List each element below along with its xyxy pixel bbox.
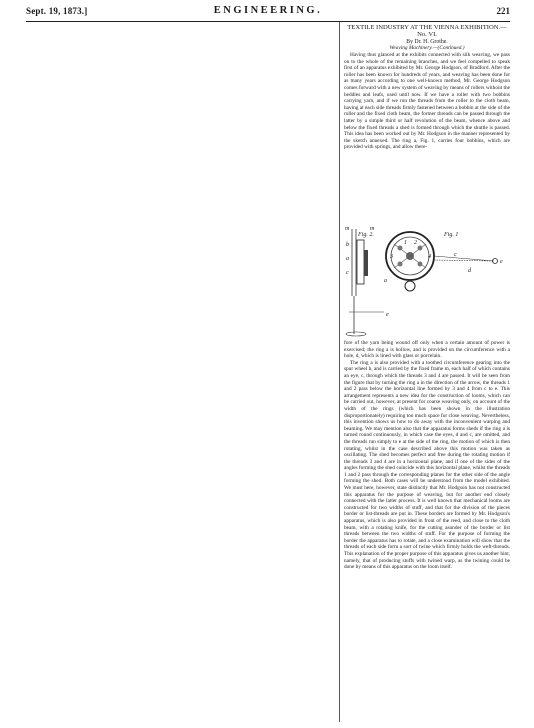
letter-b: b: [346, 242, 349, 248]
letter-c: c: [454, 252, 457, 258]
letter-c-side: c: [346, 270, 349, 276]
fig2-ring-side: [357, 240, 364, 284]
fig1-label: Fig. 1: [444, 232, 459, 238]
letter-d: d: [468, 268, 471, 274]
figure-drawing: [344, 226, 510, 338]
column-rule: [339, 22, 340, 722]
header-date: Sept. 19, 1873.]: [26, 6, 88, 16]
bobbin-2: [418, 246, 423, 251]
article-paragraph: Having thus glanced at the exhibits connected with silk weaving, we pass on to the whole of the remaining branches, and we feel compelled to speak first of an apparatus exhibited by Mr. George Hodgson, of Bradford. After the roller has been known for hundreds of years, and weaving has been done for as many years according to one well-known method, Mr. George Hodgson comes forward with a new system of weaving by means of rollers without the heddles and leafs, used until now. If we have a roller with two bobbins carrying yarn, and if we run the threads from the roller to the cloth beam, having at each side threads firmly fastened between a bobbin at the side of the roller and the fixed cloth beam, the former threads can be passed through the latter by a simple third or half revolution of the beam, whence above and below the fixed threads a shed is formed through which the shuttle is passed. This idea has been worked out by Mr. Hodgson in the manner represented by the sketch annexed. The ring a, Fig. 1, carries four bobbins, which are provided with springs, and allow there-: [344, 52, 510, 151]
article-section-heading: Weaving Machinery.—(Continued.): [389, 45, 465, 52]
letter-a: a: [384, 278, 387, 284]
article-paragraph: The ring a is also provided with a toothed circumference gearing into the spur wheel b, and is carried by the fixed frame m, each half of which contains an eye, c, through which the threads 3 and 4 are passed. It will be seen from the figure that by turning the ring a in the direction of the arrow, the threads 1 and 2 pass below the horizontal line formed by 3 and 4 from c to e. This arrangement represents a new idea for the construction of looms, which can be carried out, however, at present for coarse weaving only, on account of the width of the rings (which has been shown in the illustration disproportionately) requiring too much space for close weaving. Nevertheless, this invention shows us how to do away with the inconvenient warping and beaming. We may mention also that the apparatus forms sheds if the ring a is turned round continuously, in which case the eyes, d and c, are omitted, and the threads run simply to e at the side of the ring, the motion of which is then rotating, whilst in the case described above this motion was taken as oscillating. The shed becomes perfect and free during the rotating motion if the threads 3 and 4 are in a horizontal plane, and if one of the sides of the angles forming the shed coincide with this horizontal plane, whilst the threads 1 and 2 pass through the corresponding planes for the other side of the angle forming the shed. Both cases will be understood from the model exhibited. We must here, however, state distinctly that Mr. Hodgson has not constructed this apparatus for the purpose of weaving, but for another end closely connected with the latter process. It is well known that mechanical looms are constructed for two widths of stuff, and that for the division of the pieces border or list-threads are put in. These borders are formed by Mr. Hodgson's apparatus, which is also provided in front of the reed, and close to the cloth beam, with a rotating knife, for the cutting asunder of the border or list threads between the two widths of stuff. For the purpose of forming the border the apparatus has to rotate, and a close examination will show that the threads of each side form a sort of twine which firmly holds the weft-threads. This explanation of the proper purpose of this apparatus gives us another hint, namely, that of producing stuffs with twined warp, as the twining could be done by means of this apparatus on the loom itself.: [344, 359, 510, 571]
weaving-apparatus-figure: [344, 226, 510, 338]
letter-a-side: a: [346, 256, 349, 262]
number-3: 3: [390, 254, 393, 260]
letter-e: e: [500, 259, 503, 265]
article-author: By Dr. H. Grothe.: [406, 38, 448, 45]
number-2: 2: [414, 240, 417, 246]
number-1: 1: [404, 240, 407, 246]
number-4: 4: [428, 254, 431, 260]
header-journal-title: ENGINEERING.: [213, 5, 323, 16]
bobbin-3: [398, 262, 403, 267]
article-paragraph: fore of the yarn being wound off only when a certain amount of power is exercised; the ring a is hollow, and is provided on the circumference with a hole, d, which is lined with glass or porcelain.: [344, 340, 510, 360]
bobbin-4: [418, 262, 423, 267]
article-column-bottom: [344, 340, 510, 571]
header-rule: [26, 21, 510, 22]
page-header: [26, 6, 510, 20]
bobbin-1: [398, 246, 403, 251]
fig2-label: Fig. 2.: [358, 232, 374, 238]
header-page-number: 221: [496, 6, 510, 16]
article-column-top: [344, 24, 510, 151]
fig1-spur-wheel: [405, 281, 415, 291]
letter-m-left: m: [345, 226, 350, 232]
letter-m-top: m: [370, 226, 375, 232]
article-title: TEXTILE INDUSTRY AT THE VIENNA EXHIBITION.—No. VI.: [347, 24, 507, 39]
letter-e-side: e: [386, 312, 389, 318]
fig2-spur-wheel: [364, 250, 368, 276]
